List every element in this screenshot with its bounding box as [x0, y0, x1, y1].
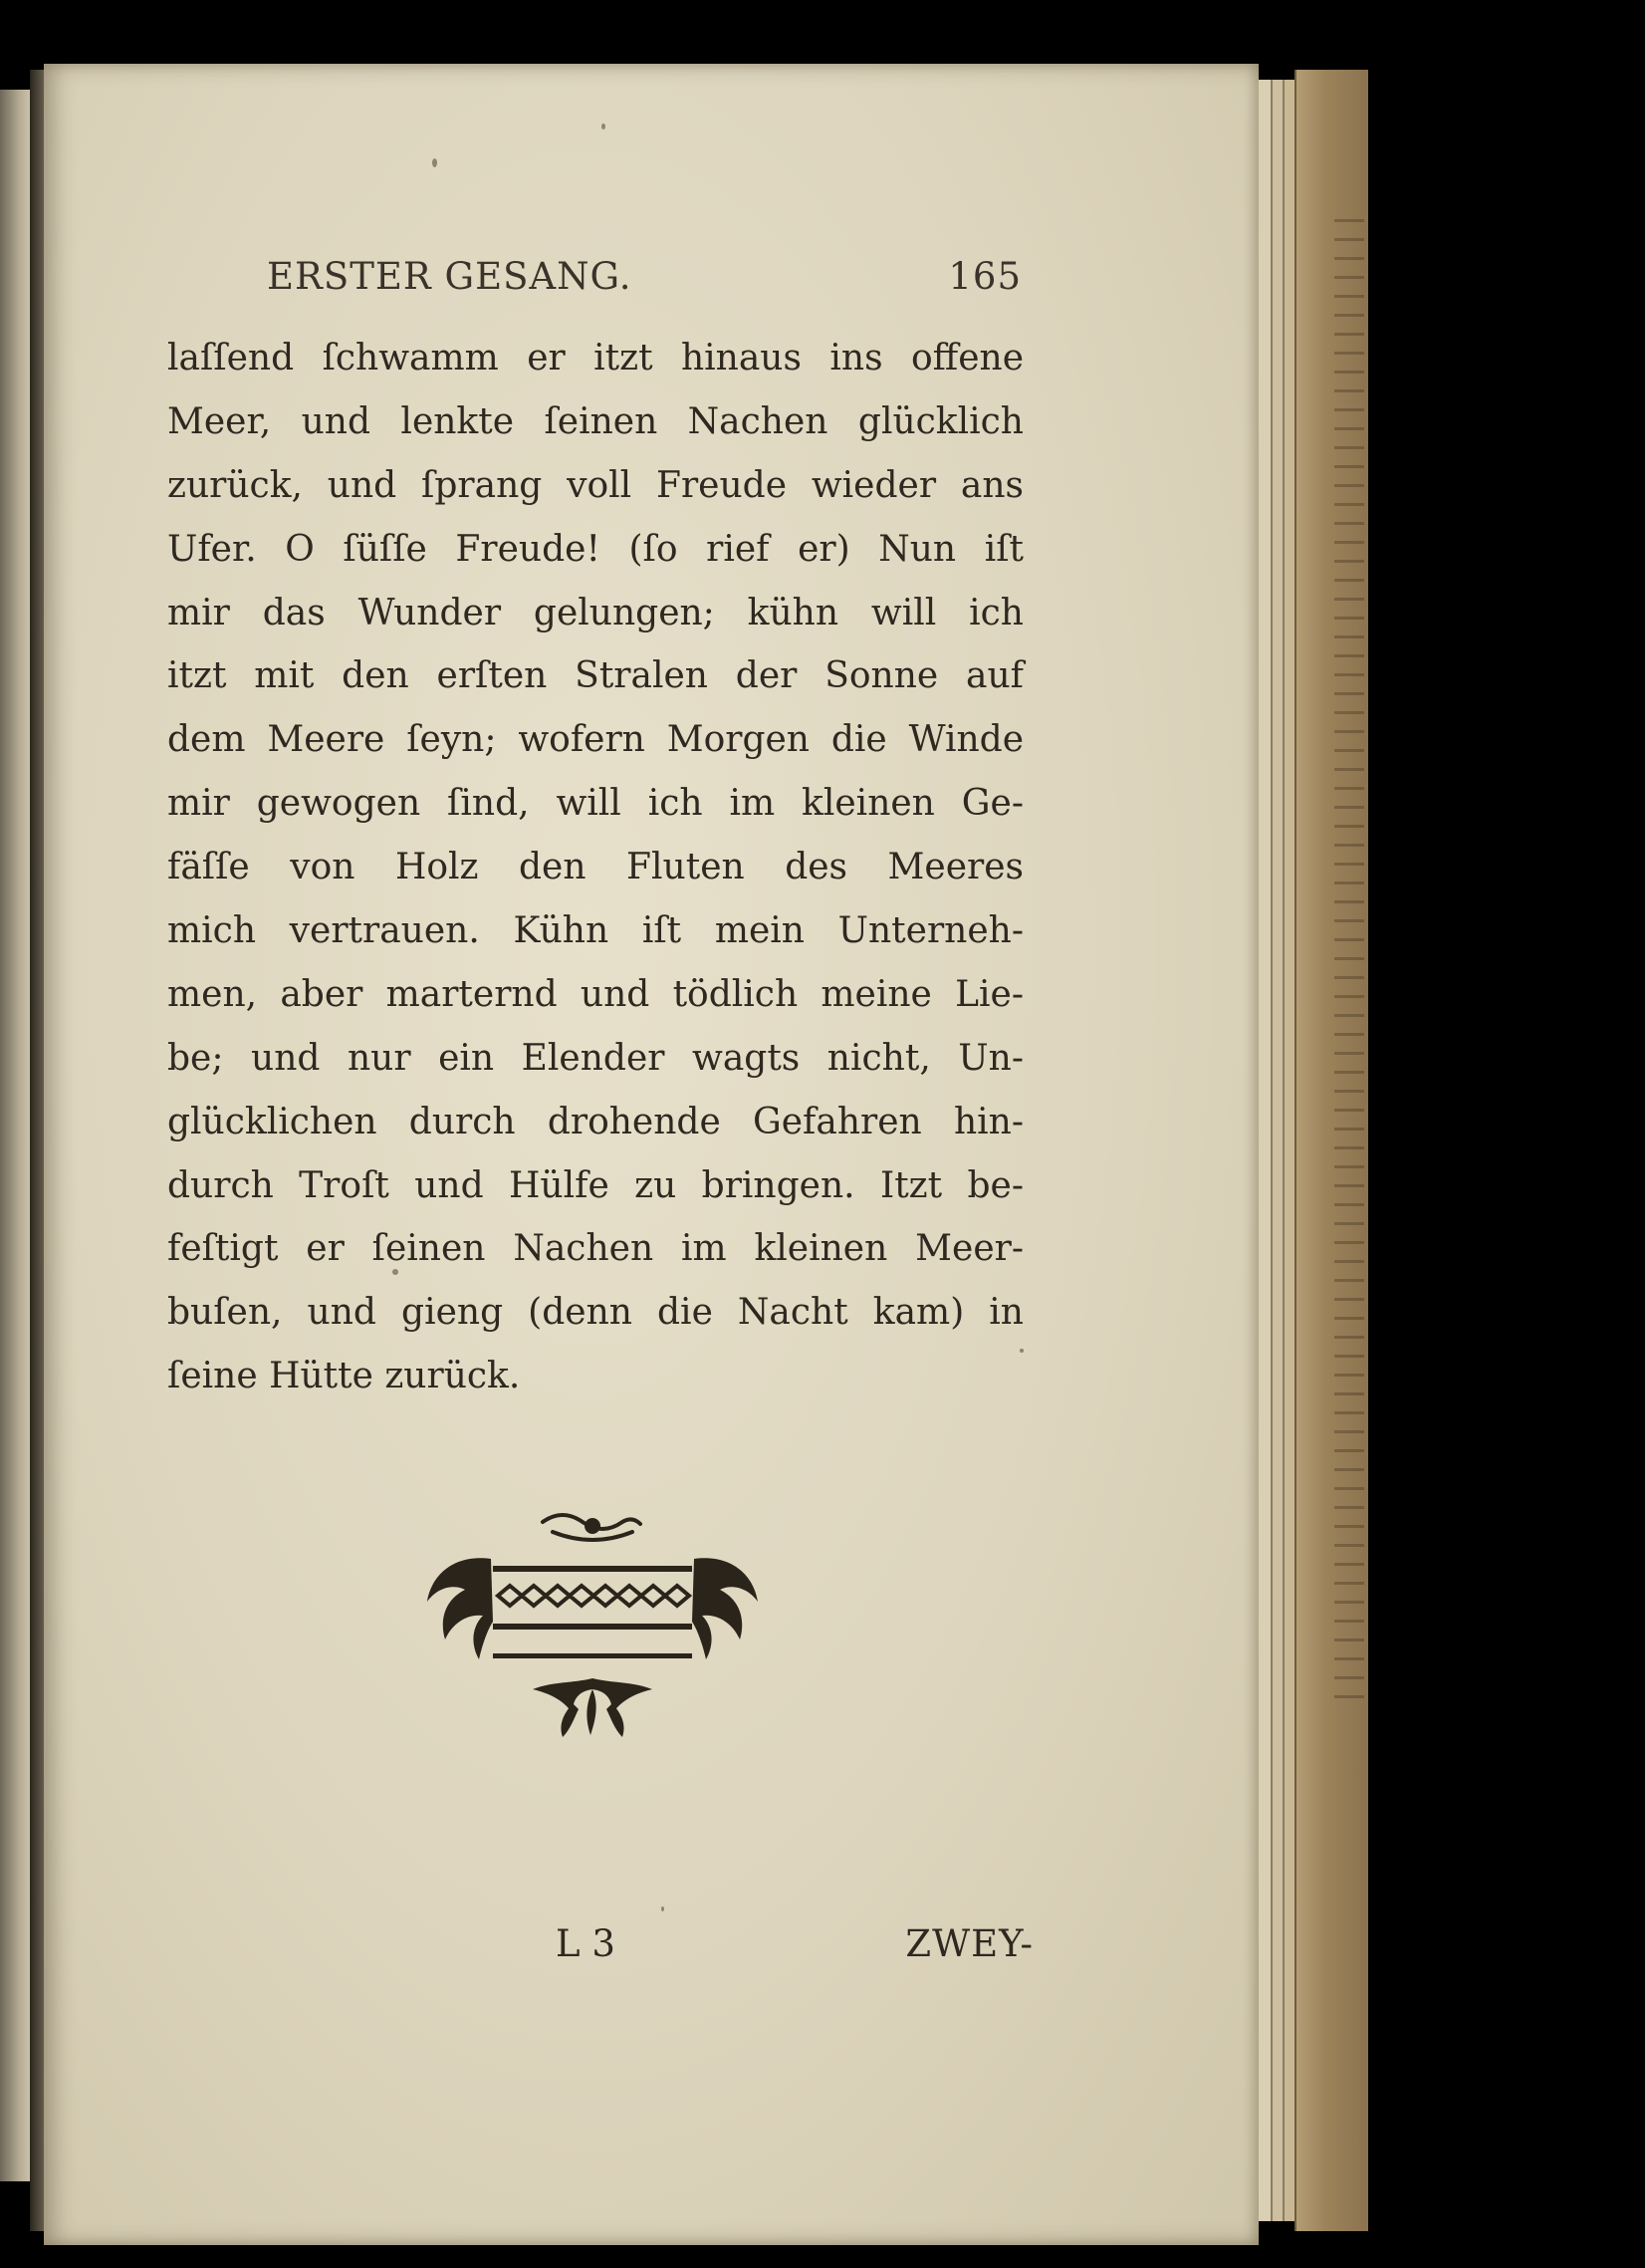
text-line: mich vertrauen. Kühn iſt mein Unterneh-	[167, 910, 1024, 952]
text-line: itzt mit den erſten Stralen der Sonne auf	[167, 655, 1024, 697]
body-text	[167, 327, 1024, 1408]
text-line: Ufer. O ſüſſe Freude! (ſo rief er) Nun iſt	[167, 528, 1024, 570]
text-line: be; und nur ein Elender wagts nicht, Un-	[167, 1037, 1024, 1079]
running-header	[267, 249, 1022, 313]
text-line: feſtigt er ſeinen Nachen im kleinen Meer-	[167, 1228, 1024, 1270]
text-line: mir das Wunder gelungen; kühn will ich	[167, 592, 1024, 633]
text-line: buſen, und gieng (denn die Nacht kam) in	[167, 1292, 1024, 1334]
page-number: 165	[948, 255, 1022, 298]
catchword: ZWEY-	[905, 1922, 1034, 1965]
text-line: zurück, und ſprang voll Freude wieder ans	[167, 464, 1024, 506]
text-line: ſeine Hütte zurück.	[167, 1356, 521, 1397]
running-title: ERSTER GESANG.	[267, 255, 632, 298]
paper-speck	[601, 124, 605, 129]
text-line: men, aber marternd und tödlich meine Lie-	[167, 973, 1024, 1015]
cover-edge-texture	[1334, 219, 1364, 1713]
page-footer	[556, 1922, 1034, 1982]
text-line: laſſend ſchwamm er itzt hinaus ins offene	[167, 338, 1024, 378]
text-line: Meer, und lenkte ſeinen Nachen glücklich	[167, 400, 1024, 442]
signature-mark: L 3	[556, 1922, 615, 1965]
text-line: mir gewogen ſind, will ich im kleinen Ge-	[167, 783, 1024, 825]
text-line: glücklichen durch drohende Gefahren hin-	[167, 1101, 1024, 1142]
text-line: fäſſe von Holz den Fluten des Meeres	[167, 847, 1024, 888]
paper-speck	[432, 158, 437, 167]
fleuron-ornament-icon	[423, 1504, 762, 1743]
paper-speck	[661, 1906, 664, 1911]
text-line: dem Meere ſeyn; wofern Morgen die Winde	[167, 719, 1024, 761]
text-line: durch Troſt und Hülfe zu bringen. Itzt be-	[167, 1164, 1024, 1206]
previous-page-edge	[0, 90, 34, 2181]
